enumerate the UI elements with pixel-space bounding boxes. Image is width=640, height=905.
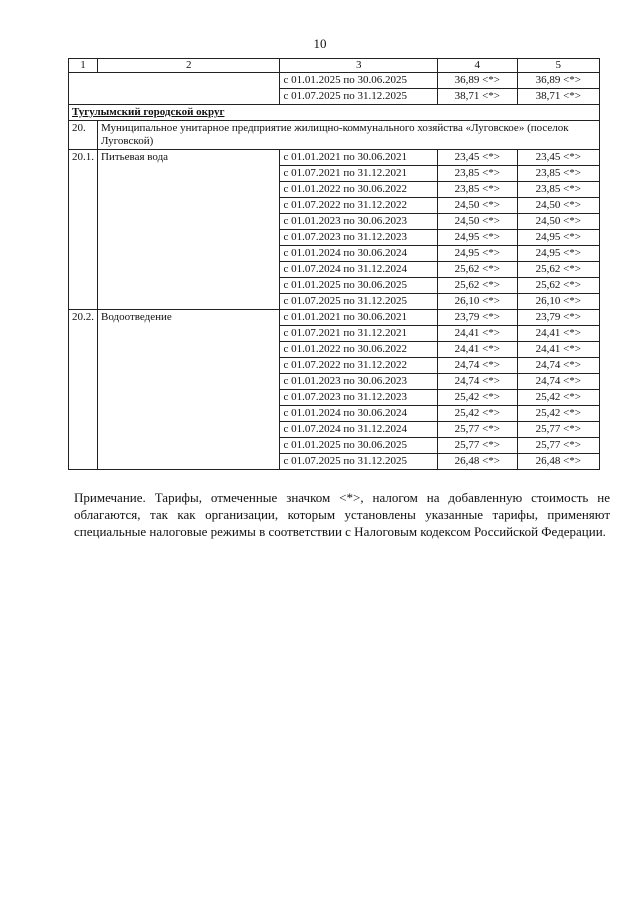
tariff-value-col5: 26,10 <*>	[517, 294, 599, 310]
period-cell: с 01.07.2022 по 31.12.2022	[280, 198, 438, 214]
tariff-value-col4: 24,74 <*>	[438, 374, 518, 390]
period-cell: с 01.07.2021 по 31.12.2021	[280, 326, 438, 342]
tariff-value-col5: 25,77 <*>	[517, 438, 599, 454]
tariff-value-col4: 25,77 <*>	[438, 438, 518, 454]
tariff-value-col4: 24,74 <*>	[438, 358, 518, 374]
tariff-value-col4: 24,50 <*>	[438, 214, 518, 230]
tariff-value-col5: 25,42 <*>	[517, 406, 599, 422]
tariff-value-col4: 26,48 <*>	[438, 454, 518, 470]
tariff-value-col4: 24,41 <*>	[438, 342, 518, 358]
table-row	[69, 310, 600, 326]
period-cell: с 01.07.2023 по 31.12.2023	[280, 230, 438, 246]
period-cell: с 01.01.2021 по 30.06.2021	[280, 310, 438, 326]
header-cell-5: 5	[517, 59, 599, 73]
service-name: Водоотведение	[98, 310, 280, 470]
period-cell: с 01.01.2025 по 30.06.2025	[280, 438, 438, 454]
period-cell: с 01.07.2025 по 31.12.2025	[280, 454, 438, 470]
tariff-value-col4: 25,62 <*>	[438, 278, 518, 294]
tariff-value-col5: 26,48 <*>	[517, 454, 599, 470]
tariff-value-col4: 23,85 <*>	[438, 182, 518, 198]
tariff-table-body	[69, 59, 600, 470]
district-name: Тугулымский городской округ	[69, 105, 600, 121]
table-row	[69, 73, 600, 89]
tariff-value-col5: 24,95 <*>	[517, 246, 599, 262]
tariff-value-col5: 25,77 <*>	[517, 422, 599, 438]
tariff-value-col5: 25,62 <*>	[517, 262, 599, 278]
tariff-value-col5: 24,95 <*>	[517, 230, 599, 246]
period-cell: с 01.01.2023 по 30.06.2023	[280, 214, 438, 230]
tariff-value-col4: 24,95 <*>	[438, 230, 518, 246]
tariff-value-col4: 24,95 <*>	[438, 246, 518, 262]
period-cell: с 01.07.2021 по 31.12.2021	[280, 166, 438, 182]
page-number: 10	[313, 36, 327, 51]
tariff-value-col5: 23,45 <*>	[517, 150, 599, 166]
period-cell: с 01.01.2022 по 30.06.2022	[280, 342, 438, 358]
period-cell: с 01.07.2022 по 31.12.2022	[280, 358, 438, 374]
footnote: Примечание. Тарифы, отмеченные значком <*>, налогом на добавленную стоимость не облагаются, так как организации, которым установлены указанные тарифы, применяют специальные налоговые режимы в соответствии с Налоговым кодексом Российской Федерации.	[74, 490, 610, 539]
service-number: 20.1.	[69, 150, 98, 310]
tariff-value-col5: 25,62 <*>	[517, 278, 599, 294]
period-cell: с 01.07.2025 по 31.12.2025	[280, 89, 438, 105]
organization-name: Муниципальное унитарное предприятие жилищно-коммунального хозяйства «Луговское» (поселок Луговской)	[98, 121, 600, 150]
header-cell-2: 2	[98, 59, 280, 73]
tariff-value-col4: 25,42 <*>	[438, 406, 518, 422]
header-cell-4: 4	[438, 59, 518, 73]
tariff-value-col4: 23,85 <*>	[438, 166, 518, 182]
tariff-value-col5: 23,79 <*>	[517, 310, 599, 326]
tariff-value-col4: 23,45 <*>	[438, 150, 518, 166]
tariff-value-col5: 24,74 <*>	[517, 374, 599, 390]
table-row	[69, 150, 600, 166]
period-cell: с 01.07.2023 по 31.12.2023	[280, 390, 438, 406]
header-cell-3: 3	[280, 59, 438, 73]
tariff-value-col5: 24,74 <*>	[517, 358, 599, 374]
period-cell: с 01.01.2022 по 30.06.2022	[280, 182, 438, 198]
period-cell: с 01.01.2023 по 30.06.2023	[280, 374, 438, 390]
tariff-value-col5: 23,85 <*>	[517, 182, 599, 198]
period-cell: с 01.07.2024 по 31.12.2024	[280, 262, 438, 278]
tariff-value-col5: 24,41 <*>	[517, 326, 599, 342]
period-cell: с 01.01.2025 по 30.06.2025	[280, 278, 438, 294]
organization-row	[69, 121, 600, 150]
tariff-value-col5: 36,89 <*>	[517, 73, 599, 89]
tariff-value-col4: 25,42 <*>	[438, 390, 518, 406]
tariff-value-col4: 24,41 <*>	[438, 326, 518, 342]
period-cell: с 01.07.2025 по 31.12.2025	[280, 294, 438, 310]
tariff-value-col5: 24,41 <*>	[517, 342, 599, 358]
tariff-value-col5: 25,42 <*>	[517, 390, 599, 406]
tariff-value-col4: 25,77 <*>	[438, 422, 518, 438]
header-cell-1: 1	[69, 59, 98, 73]
empty-number-cell	[69, 73, 280, 105]
service-number: 20.2.	[69, 310, 98, 470]
tariff-value-col5: 24,50 <*>	[517, 214, 599, 230]
tariff-table	[68, 58, 600, 470]
period-cell: с 01.01.2024 по 30.06.2024	[280, 246, 438, 262]
header-row	[69, 59, 600, 73]
tariff-value-col4: 38,71 <*>	[438, 89, 518, 105]
tariff-value-col5: 38,71 <*>	[517, 89, 599, 105]
period-cell: с 01.01.2024 по 30.06.2024	[280, 406, 438, 422]
tariff-value-col4: 25,62 <*>	[438, 262, 518, 278]
period-cell: с 01.01.2021 по 30.06.2021	[280, 150, 438, 166]
tariff-value-col4: 24,50 <*>	[438, 198, 518, 214]
tariff-value-col5: 24,50 <*>	[517, 198, 599, 214]
tariff-value-col4: 36,89 <*>	[438, 73, 518, 89]
district-row	[69, 105, 600, 121]
organization-number: 20.	[69, 121, 98, 150]
tariff-value-col5: 23,85 <*>	[517, 166, 599, 182]
period-cell: с 01.07.2024 по 31.12.2024	[280, 422, 438, 438]
service-name: Питьевая вода	[98, 150, 280, 310]
tariff-value-col4: 26,10 <*>	[438, 294, 518, 310]
tariff-value-col4: 23,79 <*>	[438, 310, 518, 326]
period-cell: с 01.01.2025 по 30.06.2025	[280, 73, 438, 89]
